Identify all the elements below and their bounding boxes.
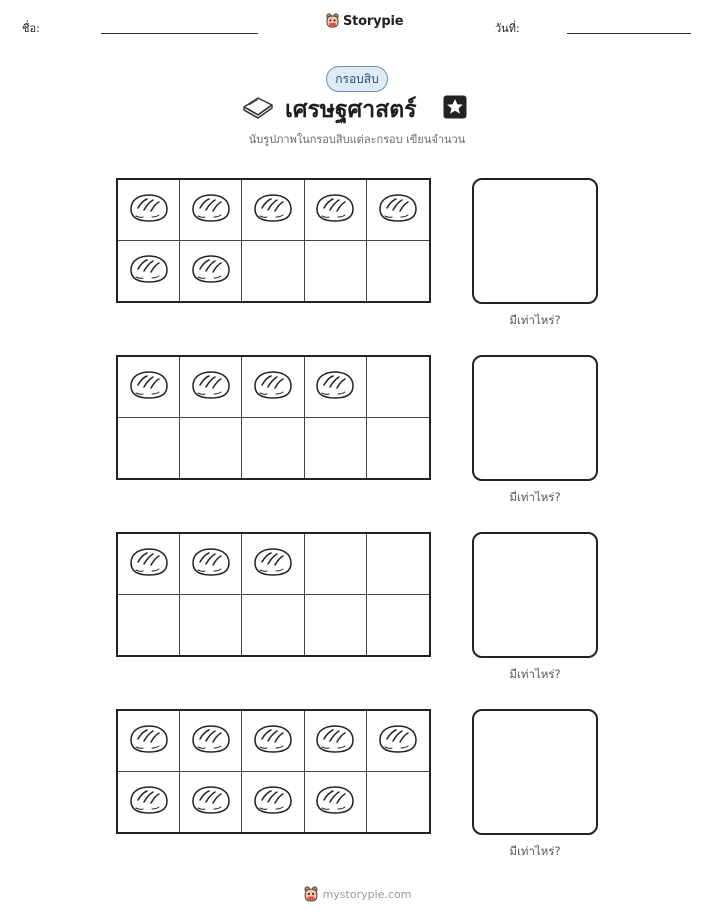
bread-icon — [252, 723, 294, 759]
ten-frame-cell — [367, 180, 429, 241]
ten-frame-cell — [305, 711, 367, 772]
bread-icon — [314, 369, 356, 405]
question-label: มีเท่าไหร่? — [509, 844, 561, 858]
ten-frame — [116, 709, 431, 834]
bread-icon — [128, 546, 170, 582]
ten-frame-cell — [118, 357, 180, 418]
ten-frame-cell — [242, 534, 304, 595]
footer — [0, 886, 714, 903]
bread-icon — [128, 369, 170, 405]
bread-icon — [128, 253, 170, 289]
ten-frame-cell — [305, 180, 367, 241]
bread-icon — [314, 723, 356, 759]
page-title: เศรษฐศาสตร์ — [285, 97, 417, 123]
bread-icon — [190, 784, 232, 820]
ten-frame-cell — [242, 772, 304, 833]
ten-frame-cell — [118, 772, 180, 833]
ten-frame-cell — [367, 772, 429, 833]
name-label: ชื่อ: — [22, 22, 40, 35]
ten-frame-cell — [242, 418, 304, 479]
bread-icon — [128, 192, 170, 228]
ten-frame-cell — [367, 595, 429, 656]
ten-frame-cell — [118, 595, 180, 656]
ten-frame-cell — [180, 241, 242, 302]
brand-name: Storypie — [343, 13, 404, 29]
ten-frame-cell — [118, 418, 180, 479]
ten-frame-cell — [242, 711, 304, 772]
ten-frame-cell — [118, 711, 180, 772]
ten-frame — [116, 532, 431, 657]
name-line[interactable] — [101, 33, 258, 34]
bread-icon — [252, 546, 294, 582]
ten-frame-cell — [367, 534, 429, 595]
ten-frame-cell — [118, 241, 180, 302]
bread-icon — [190, 369, 232, 405]
title-row — [0, 92, 714, 126]
ten-frame-cell — [367, 711, 429, 772]
footer-site: mystorypie.com — [322, 888, 412, 901]
ten-frame-cell — [305, 595, 367, 656]
ten-frame-cell — [305, 241, 367, 302]
book-icon — [241, 94, 275, 120]
answer-box[interactable] — [472, 355, 598, 481]
bread-icon — [314, 192, 356, 228]
ten-frame-cell — [242, 241, 304, 302]
ten-frame-cell — [305, 418, 367, 479]
ten-frame-cell — [180, 418, 242, 479]
ten-frame-cell — [180, 595, 242, 656]
ten-frame-cell — [367, 357, 429, 418]
answer-box[interactable] — [472, 532, 598, 658]
date-line[interactable] — [567, 33, 691, 34]
ten-frame-cell — [180, 772, 242, 833]
bread-icon — [128, 784, 170, 820]
date-label: วันที่: — [495, 22, 520, 35]
storypie-mascot-icon — [325, 13, 340, 29]
bread-icon — [377, 723, 419, 759]
bread-icon — [190, 253, 232, 289]
bread-icon — [252, 784, 294, 820]
ten-frame-cell — [242, 180, 304, 241]
question-label: มีเท่าไหร่? — [509, 490, 561, 504]
ten-frame-cell — [118, 534, 180, 595]
ten-frame-cell — [242, 595, 304, 656]
ten-frame-cell — [180, 534, 242, 595]
bread-icon — [252, 192, 294, 228]
storypie-mascot-icon — [303, 886, 319, 903]
ten-frame — [116, 355, 431, 480]
brand-logo — [325, 13, 403, 29]
question-label: มีเท่าไหร่? — [509, 667, 561, 681]
ten-frame — [116, 178, 431, 303]
bread-icon — [128, 723, 170, 759]
bread-icon — [190, 192, 232, 228]
ten-frame-cell — [180, 180, 242, 241]
bread-icon — [190, 546, 232, 582]
ten-frame-cell — [305, 534, 367, 595]
category-badge: กรอบสิบ — [326, 66, 388, 92]
ten-frame-cell — [118, 180, 180, 241]
bread-icon — [377, 192, 419, 228]
instruction-text: นับรูปภาพในกรอบสิบแต่ละกรอบ เขียนจำนวน — [248, 133, 466, 146]
ten-frame-cell — [180, 357, 242, 418]
bread-icon — [314, 784, 356, 820]
answer-box[interactable] — [472, 709, 598, 835]
ten-frame-cell — [180, 711, 242, 772]
answer-box[interactable] — [472, 178, 598, 304]
ten-frame-cell — [242, 357, 304, 418]
ten-frame-cell — [367, 241, 429, 302]
bread-icon — [252, 369, 294, 405]
star-icon — [443, 95, 467, 119]
bread-icon — [190, 723, 232, 759]
question-label: มีเท่าไหร่? — [509, 313, 561, 327]
ten-frame-cell — [305, 357, 367, 418]
ten-frame-cell — [367, 418, 429, 479]
ten-frame-cell — [305, 772, 367, 833]
